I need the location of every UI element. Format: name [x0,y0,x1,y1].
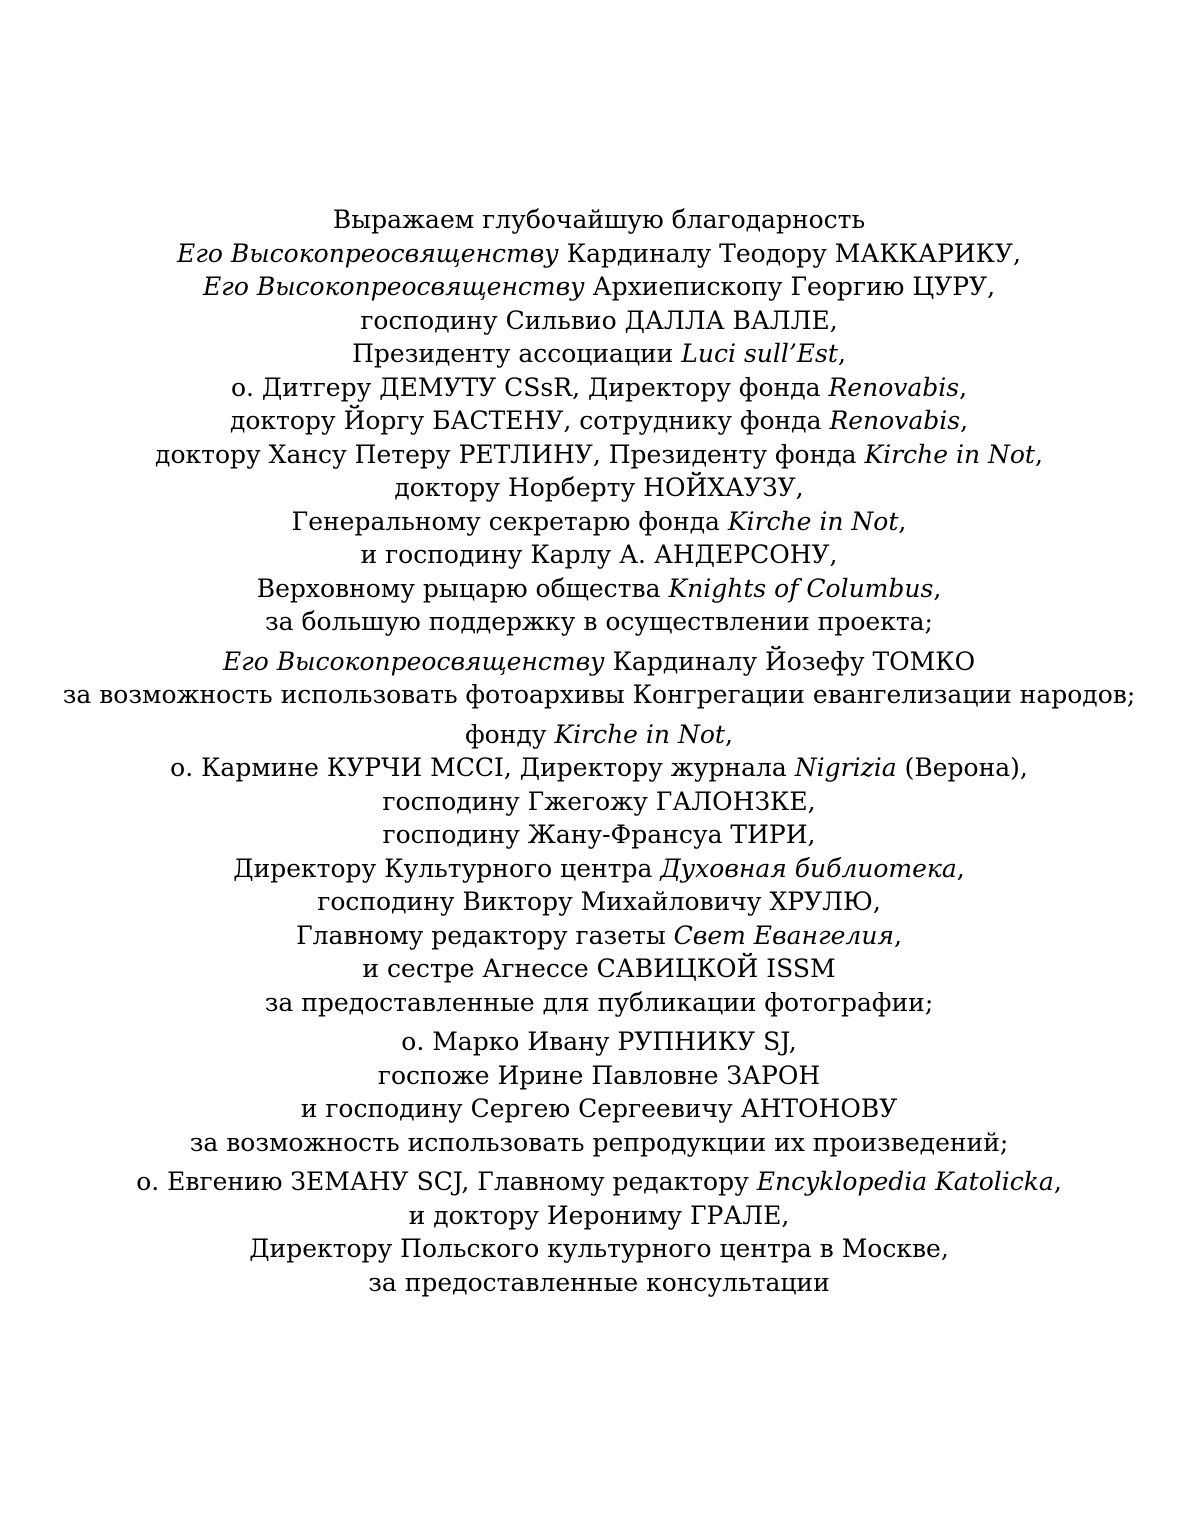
acknowledgement-paragraph [0,1025,1198,1159]
text-segment: о. Марко Ивану РУПНИКУ SJ, [401,1027,797,1056]
italic-segment: Его Высокопреосвященству [202,272,585,301]
text-segment: господину Гжегожу ГАЛОНЗКЕ, [382,786,816,816]
text-line [0,1165,1198,1199]
text-line [0,1266,1198,1300]
text-segment: (Верона), [896,753,1028,782]
text-line [0,751,1198,785]
text-segment: и господину Сергею Сергеевичу АНТОНОВУ [300,1094,898,1123]
italic-segment: Encyklopedia Katolicka [756,1167,1054,1196]
text-segment: , [1053,1167,1062,1196]
italic-segment: Kirche in Not [727,506,899,536]
text-line [0,304,1198,338]
italic-segment: Kirche in Not [864,439,1035,469]
text-line [0,645,1198,679]
text-segment: о. Евгению ЗЕМАНУ SCJ, Главному редактору [136,1167,757,1196]
acknowledgement-paragraph [0,718,1198,1020]
text-segment: Верховному рыцарю общества [256,573,669,603]
acknowledgement-paragraph [0,203,1198,639]
text-segment: доктору Хансу Петеру РЕТЛИНУ, Президенту фонда [155,439,865,469]
text-line [0,371,1198,405]
text-segment: господину Виктору Михайловичу ХРУЛЮ, [317,887,881,916]
text-segment: , [933,573,942,603]
text-line [0,538,1198,572]
text-segment: за большую поддержку в осуществлении проекта; [265,607,933,636]
text-line [0,718,1198,752]
text-line [0,885,1198,919]
text-line [0,818,1198,852]
text-segment: доктору Норберту НОЙХАУЗУ, [394,473,804,502]
italic-segment: Духовная библиотека [660,853,957,883]
text-segment: , [960,406,969,435]
italic-segment: Его Высокопреосвященству [177,238,559,268]
text-line [0,986,1198,1020]
text-line [0,952,1198,986]
text-line [0,605,1198,639]
italic-segment: Его Высокопреосвященству [222,646,605,676]
italic-segment: Knights of Columbus [668,573,934,603]
text-segment: о. Дитгеру ДЕМУТУ CSsR, Директору фонда [230,372,829,402]
text-segment: о. Кармине КУРЧИ МССI, Директору журнала [170,753,795,782]
text-segment: Генеральному секретарю фонда [291,506,728,536]
text-segment: за предоставленные для публикации фотографии; [264,987,934,1017]
text-line [0,572,1198,606]
italic-segment: Свет Евангелия [673,920,894,950]
text-line [0,203,1198,237]
text-segment: и доктору Иерониму ГРАЛЕ, [408,1200,790,1230]
text-line [0,337,1198,371]
text-segment: Выражаем глубочайшую благодарность [332,205,866,234]
text-segment: , [1034,439,1043,469]
text-line [0,438,1198,472]
italic-segment: Renovabis [828,372,960,402]
text-line [0,1232,1198,1266]
text-segment: , [898,506,907,536]
text-line [0,505,1198,539]
italic-segment: Luci sull’Est [681,339,838,368]
text-segment: Главному редактору газеты [296,920,674,950]
text-segment: , [893,920,902,950]
italic-segment: Kirche in Not [554,719,725,749]
text-segment: Директору Культурного центра [233,853,661,883]
text-segment: Кардиналу Йозефу ТОМКО [604,646,976,676]
text-line [0,1126,1198,1160]
text-segment: Кардиналу Теодору МАККАРИКУ, [558,238,1021,268]
text-segment: Президенту ассоциации [352,339,682,368]
text-line [0,1199,1198,1233]
text-segment: за возможность использовать фотоархивы Конгрегации евангелизации народов; [62,680,1136,709]
text-segment: , [959,372,968,402]
text-segment: и господину Карлу А. АНДЕРСОНУ, [360,540,838,569]
text-segment: , [724,719,733,749]
text-segment: , [837,339,846,368]
text-line [0,785,1198,819]
text-line [0,919,1198,953]
acknowledgements-text [0,203,1198,1305]
text-segment: госпоже Ирине Павловне ЗАРОН [377,1060,821,1090]
text-segment: за возможность использовать репродукции их произведений; [189,1127,1009,1157]
text-segment: , [956,853,965,883]
text-segment: фонду [465,719,555,749]
italic-segment: Renovabis [829,406,961,435]
text-line [0,237,1198,271]
text-line [0,404,1198,438]
text-segment: и сестре Агнессе САВИЦКОЙ ISSM [362,954,836,983]
italic-segment: Nigrizia [794,753,897,782]
acknowledgement-paragraph [0,1165,1198,1299]
text-segment: господину Жану-Франсуа ТИРИ, [382,820,816,849]
text-line [0,270,1198,304]
text-segment: доктору Йоргу БАСТЕНУ, сотруднику фонда [229,406,830,435]
text-line [0,1092,1198,1126]
text-segment: за предоставленные консультации [368,1267,830,1297]
text-line [0,852,1198,886]
text-line [0,678,1198,712]
text-segment: Директору Польского культурного центра в Москве, [249,1234,949,1263]
text-segment: господину Сильвио ДАЛЛА ВАЛЛЕ, [360,305,838,335]
text-segment: Архиепископу Георгию ЦУРУ, [584,272,996,301]
text-line [0,1059,1198,1093]
acknowledgement-paragraph [0,645,1198,712]
text-line [0,1025,1198,1059]
text-line [0,471,1198,505]
